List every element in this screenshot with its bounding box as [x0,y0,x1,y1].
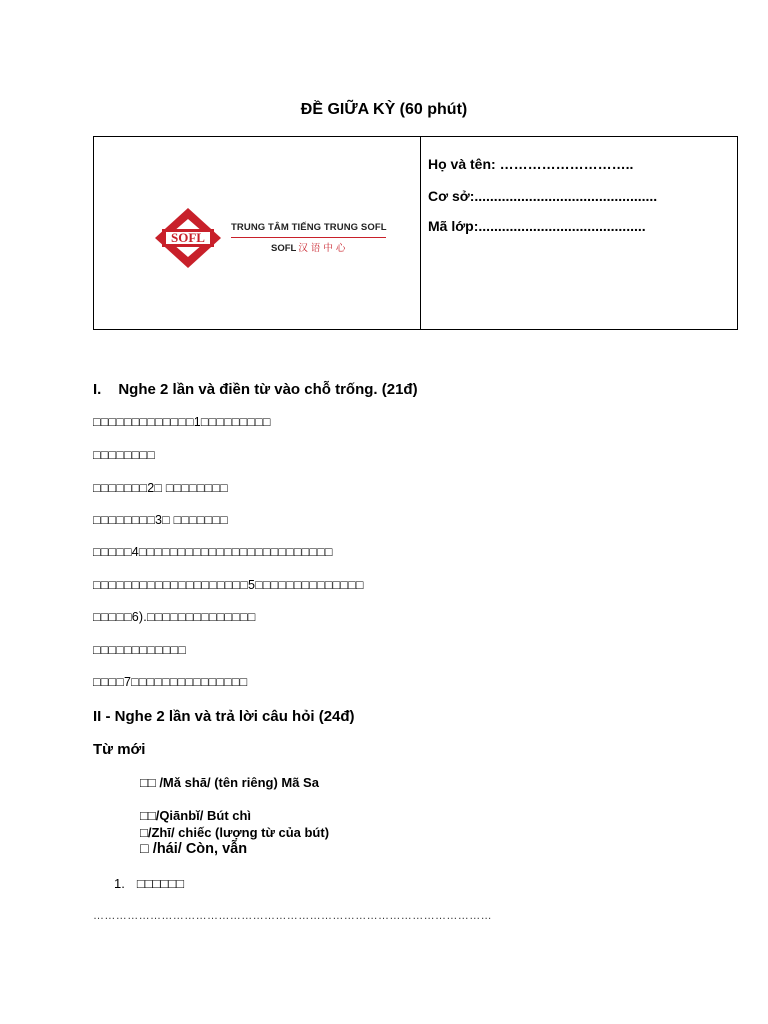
vocab-item: □/Zhī/ chiếc (lượng từ của bút) [140,825,330,840]
logo-rule [231,237,386,238]
section1-heading-text: Nghe 2 lần và điền từ vào chỗ trống. (21đ) [118,381,418,398]
vocab-item: □□/Qiānbǐ/ Bút chì [140,808,252,823]
campus-field[interactable]: Cơ sở:............................................... [428,188,658,204]
section1-line: □□□□□□□□ [93,448,156,462]
name-field[interactable]: Họ và tên: ……………………….. [428,156,634,172]
question-number: 1. [114,876,125,891]
section1-line: □□□□□□□□□□□□□1□□□□□□□□□ [93,415,271,429]
answer-line[interactable]: …………………………………………………………………………………………… [93,910,492,922]
section2-heading: II - Nghe 2 lần và trả lời câu hỏi (24đ) [93,708,355,725]
logo-emblem-text: SOFL [171,230,205,245]
sofl-emblem-icon [154,207,222,269]
section1-line: □□□□□□□□□□□□□□□□□□□□5□□□□□□□□□□□□□□ [93,578,364,592]
header-table [93,136,738,330]
sofl-logo [154,207,394,269]
logo-sub [271,240,348,254]
logo-sub-brand: SOFL [271,243,297,254]
section1-number: I. [93,381,102,398]
vocab-heading: Từ mới [93,741,146,758]
question-text: □□□□□□ [136,876,184,891]
section1-line: □□□□□□□□3□ □□□□□□□ [93,513,228,527]
logo-name: TRUNG TÂM TIẾNG TRUNG SOFL [231,222,387,233]
vocab-item: □ /hái/ Còn, vẫn [140,841,248,857]
vocab-item: □□ /Mǎ shā/ (tên riêng) Mã Sa [140,775,319,790]
section1-heading [93,381,418,398]
header-divider [420,137,421,329]
section1-line: □□□□□□□□□□□□ [93,643,187,657]
section1-line: □□□□7□□□□□□□□□□□□□□□ [93,675,248,689]
section1-line: □□□□□□□2□ □□□□□□□□ [93,481,228,495]
logo-sub-chinese: 汉语中心 [298,243,349,254]
section1-line: □□□□□4□□□□□□□□□□□□□□□□□□□□□□□□□ [93,545,333,559]
class-field[interactable]: Mã lớp:........................................... [428,218,646,234]
section1-line: □□□□□6).□□□□□□□□□□□□□□ [93,610,256,624]
question-item [114,876,184,891]
exam-title: ĐỀ GIỮA KỲ (60 phút) [300,101,468,118]
